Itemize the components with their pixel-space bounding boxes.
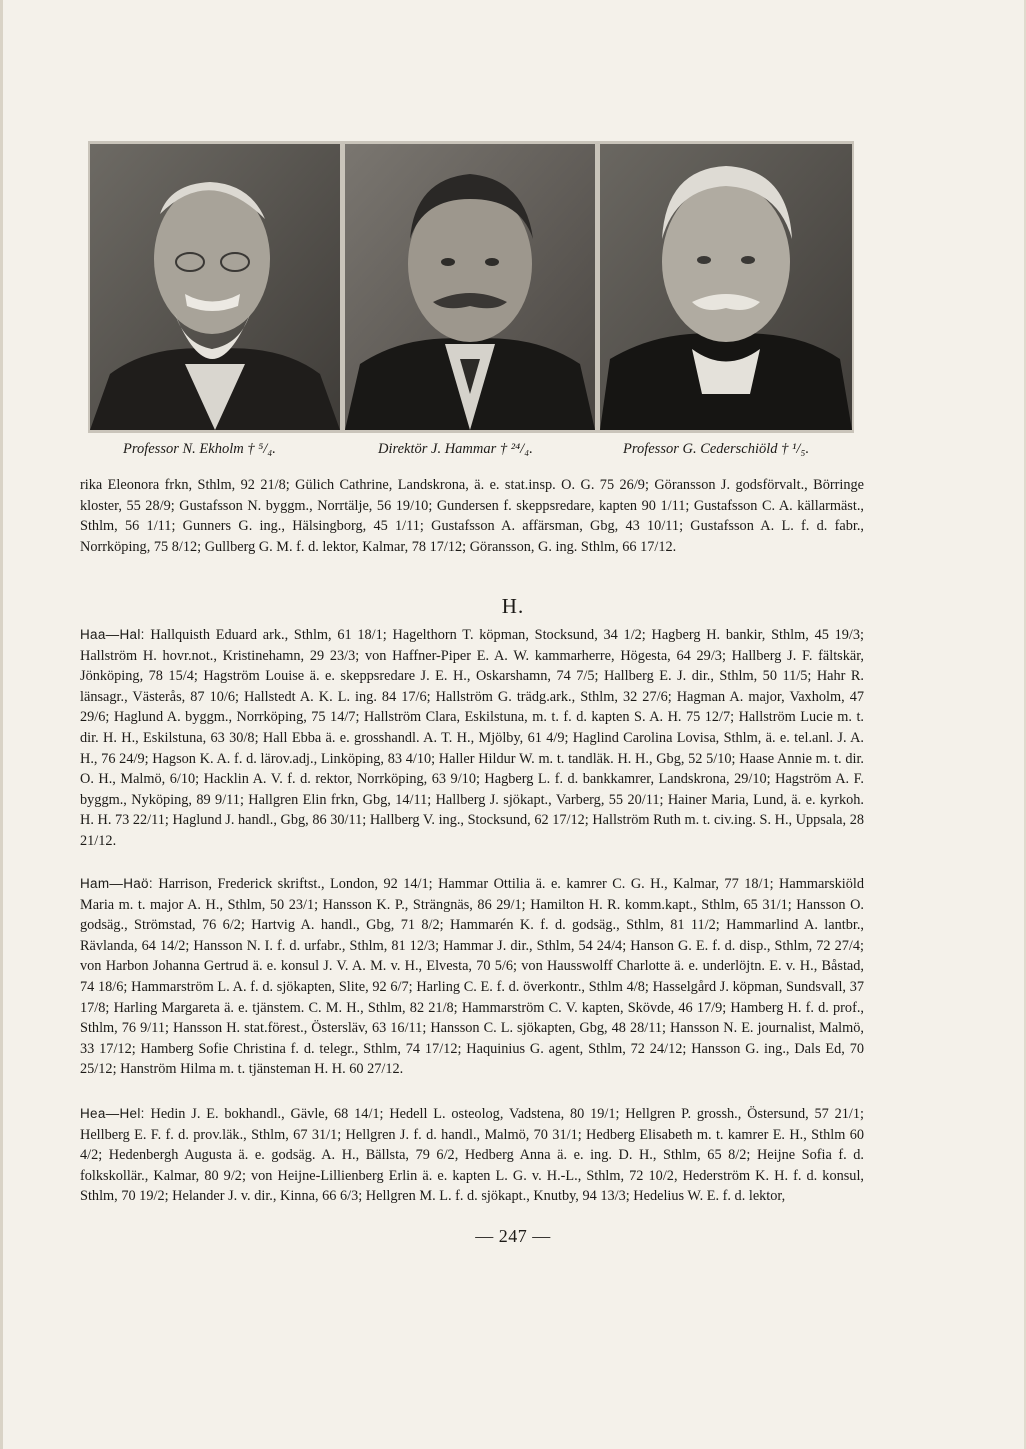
paragraph-text: Hallquisth Eduard ark., Sthlm, 61 18/1; Hagelthorn T. köpman, Stocksund, 34 1/2; Hagberg H. bankir, Sthlm, 45 19/3; Hallström H. hovr.not., Kristinehamn, 29 23/3; von Haffner-Piper E. A. W. kammarherre, Högesta, 64 29/3; Hallberg J. F. fältskär, Jönköping, 78 15/4; Hagström Louise ä. e. skeppsredare J. E. H., Oskarshamn, 74 7/5; Hallberg E. J. dir., Sthlm, 50 11/5; Hahr R. länsagr., Västerås, 87 10/6; Hallstedt A. K. L. ing. 84 17/6; Hallström G. trädg.ark., Sthlm, 32 27/6; Hagman A. major, Vaxholm, 47 29/6; Haglund A. byggm., Norrköping, 75 14/7; Hallström Clara, Eskilstuna, m. t. f. d. kapten S. A. H. 75 12/7; Hallström Lucie m. t. dir. H. H., Eskilstuna, 63 30/8; Hall Ebba ä. e. grosshandl. A. T. H., Mjölby, 61 4/9; Haglind Carolina Lovisa, Sthlm, ä. e. tel.anl. J. A. H., 76 24/9; Hagson K. A. f. d. lärov.adj., Linköping, 83 4/10; Haller Hildur W. m. t. tandläk. H. H., Gbg, 52 5/10; Haase Annie m. t. dir. O. H., Malmö, 6/10; Hacklin A. V. f. d. rektor, Norrköping, 63 9/10; Hagberg L. f. d. bankkamrer, Landskrona, 29/10; Hagström A. F. byggm., Nyköping, 89 9/11; Hallgren Elin frkn, Gbg, 14/11; Hallberg J. sjökapt., Varberg, 55 20/11; Hainer Maria, Lund, ä. e. kyrkoh. H. H. 73 22/11; Haglund J. handl., Gbg, 86 30/11; Hallberg V. ing., Stocksund, 62 17/12; Hallström Ruth m. t. civ.ing. S. H., Uppsala, 28 21/12. xyxy=(80,627,864,849)
portrait-photo-hammar xyxy=(345,144,595,430)
caption-ekholm: Professor N. Ekholm † ⁵/₄. xyxy=(123,441,276,457)
portrait-row xyxy=(88,141,854,433)
caption-cederschiold: Professor G. Cederschiöld † ¹/₅. xyxy=(623,441,810,457)
section-heading: H. xyxy=(501,594,525,618)
paragraph-label: Haa—Hal: xyxy=(80,627,145,642)
portrait-captions xyxy=(88,441,854,463)
caption-hammar: Direktör J. Hammar † ²⁴/₄. xyxy=(378,441,533,457)
page-number: — 247 — xyxy=(475,1226,551,1246)
paragraph-text: Harrison, Frederick skriftst., London, 92 14/1; Hammar Ottilia ä. e. kamrer C. G. H., Kalmar, 77 18/1; Hammarskiöld Maria m. t. major A. H., Sthlm, 50 23/1; Hansson K. P., Strängnäs, 86 29/1; Hamilton H. R. komm.kapt., Sthlm, 65 31/1; Hansson O. godsäg., Strömstad, 76 6/2; Hartvig A. handl., Gbg, 71 8/2; Hammarén K. f. d. godsäg., Sthlm, 81 11/2; Hammarlind A. lantbr., Rävlanda, 64 14/2; Hansson N. I. f. d. urfabr., Sthlm, 81 12/3; Hammar J. dir., Sthlm, 54 24/4; Hanson G. E. f. d. disp., Sthlm, 72 27/4; von Harbon Johanna Gertrud ä. e. konsul J. V. A. M. v. H., Elvesta, 70 5/6; von Hausswolff Charlotte ä. e. underlöjtn. E. v. H., Båstad, 74 18/6; Hammarström L. A. f. d. sjökapten, Slite, 92 6/7; Harling C. E. f. d. överkontr., Sthlm 4/8; Hasselgård J. köpman, Sundsvall, 37 17/8; Harling Margareta ä. e. tjänstem. C. M. H., Sthlm, 82 21/8; Hammarström C. V. kapten, Skövde, 46 17/9; Hamberg H. f. d. prof., Sthlm, 76 9/11; Hansson H. stat.förest., Östersläv, 63 16/11; Hansson C. L. sjökapten, Gbg, 48 28/11; Hansson N. E. journalist, Malmö, 33 17/12; Hamberg Sofie Christina f. d. telegr., Sthlm, 74 17/12; Haquinius G. agent, Sthlm, 72 24/12; Hansson G. ing., Dals Ed, 70 25/12; Hanström Hilma m. t. tjänsteman H. H. 60 27/12. xyxy=(80,876,865,1078)
obituary-paragraph-haa-hal xyxy=(80,625,864,852)
paragraph-label: Ham—Haö: xyxy=(80,876,153,891)
obituary-paragraph-ham-hao xyxy=(80,874,864,1080)
obituary-paragraph-hea-hel xyxy=(80,1104,864,1207)
portrait-photo-cederschiold xyxy=(600,144,852,430)
portrait-photo-ekholm xyxy=(90,144,340,430)
intro-paragraph: rika Eleonora frkn, Sthlm, 92 21/8; Gülich Cathrine, Landskrona, ä. e. stat.insp. O. G. 75 26/9; Göransson J. godsförvalt., Börringe kloster, 55 28/9; Gustafsson N. byggm., Norrtälje, 56 19/10; Gundersen f. skeppsredare, kapten 90 1/11; Gustafsson C. A. källarmäst., Sthlm, 56 1/11; Gunners G. ing., Hälsingborg, 45 1/11; Gustafsson A. affärsman, Gbg, 43 10/11; Gustafsson A. L. f. d. fabr., Norrköping, 75 8/12; Gullberg G. M. f. d. lektor, Kalmar, 78 17/12; Göransson, G. ing. Sthlm, 66 17/12. xyxy=(80,477,864,555)
paragraph-label: Hea—Hel: xyxy=(80,1106,145,1121)
paragraph-text: Hedin J. E. bokhandl., Gävle, 68 14/1; Hedell L. osteolog, Vadstena, 80 19/1; Hellgren P. grossh., Östersund, 57 21/1; Hellberg E. F. f. d. prov.läk., Sthlm, 67 31/1; Hellgren J. f. d. handl., Malmö, 70 31/1; Hedberg Elisabeth m. t. kamrer E. H., Sthlm 60 4/2; Hedenbergh Augusta ä. e. godsäg. A. H., Bällsta, 79 6/2, Hedberg Anna ä. e. ing. D. H., Sthlm, 65 8/2; Heijne Sofia f. d. folkskollär., Kalmar, 80 9/2; von Heijne-Lillienberg Erlin ä. e. kapten L. G. v. H.-L., Sthlm, 72 10/2, Hederström K. H. f. d. konsul, Sthlm, 70 19/2; Helander J. v. dir., Kinna, 66 6/3; Hellgren M. L. f. d. sjökapt., Knutby, 94 13/3; Hedelius W. E. f. d. lektor, xyxy=(80,1106,865,1205)
